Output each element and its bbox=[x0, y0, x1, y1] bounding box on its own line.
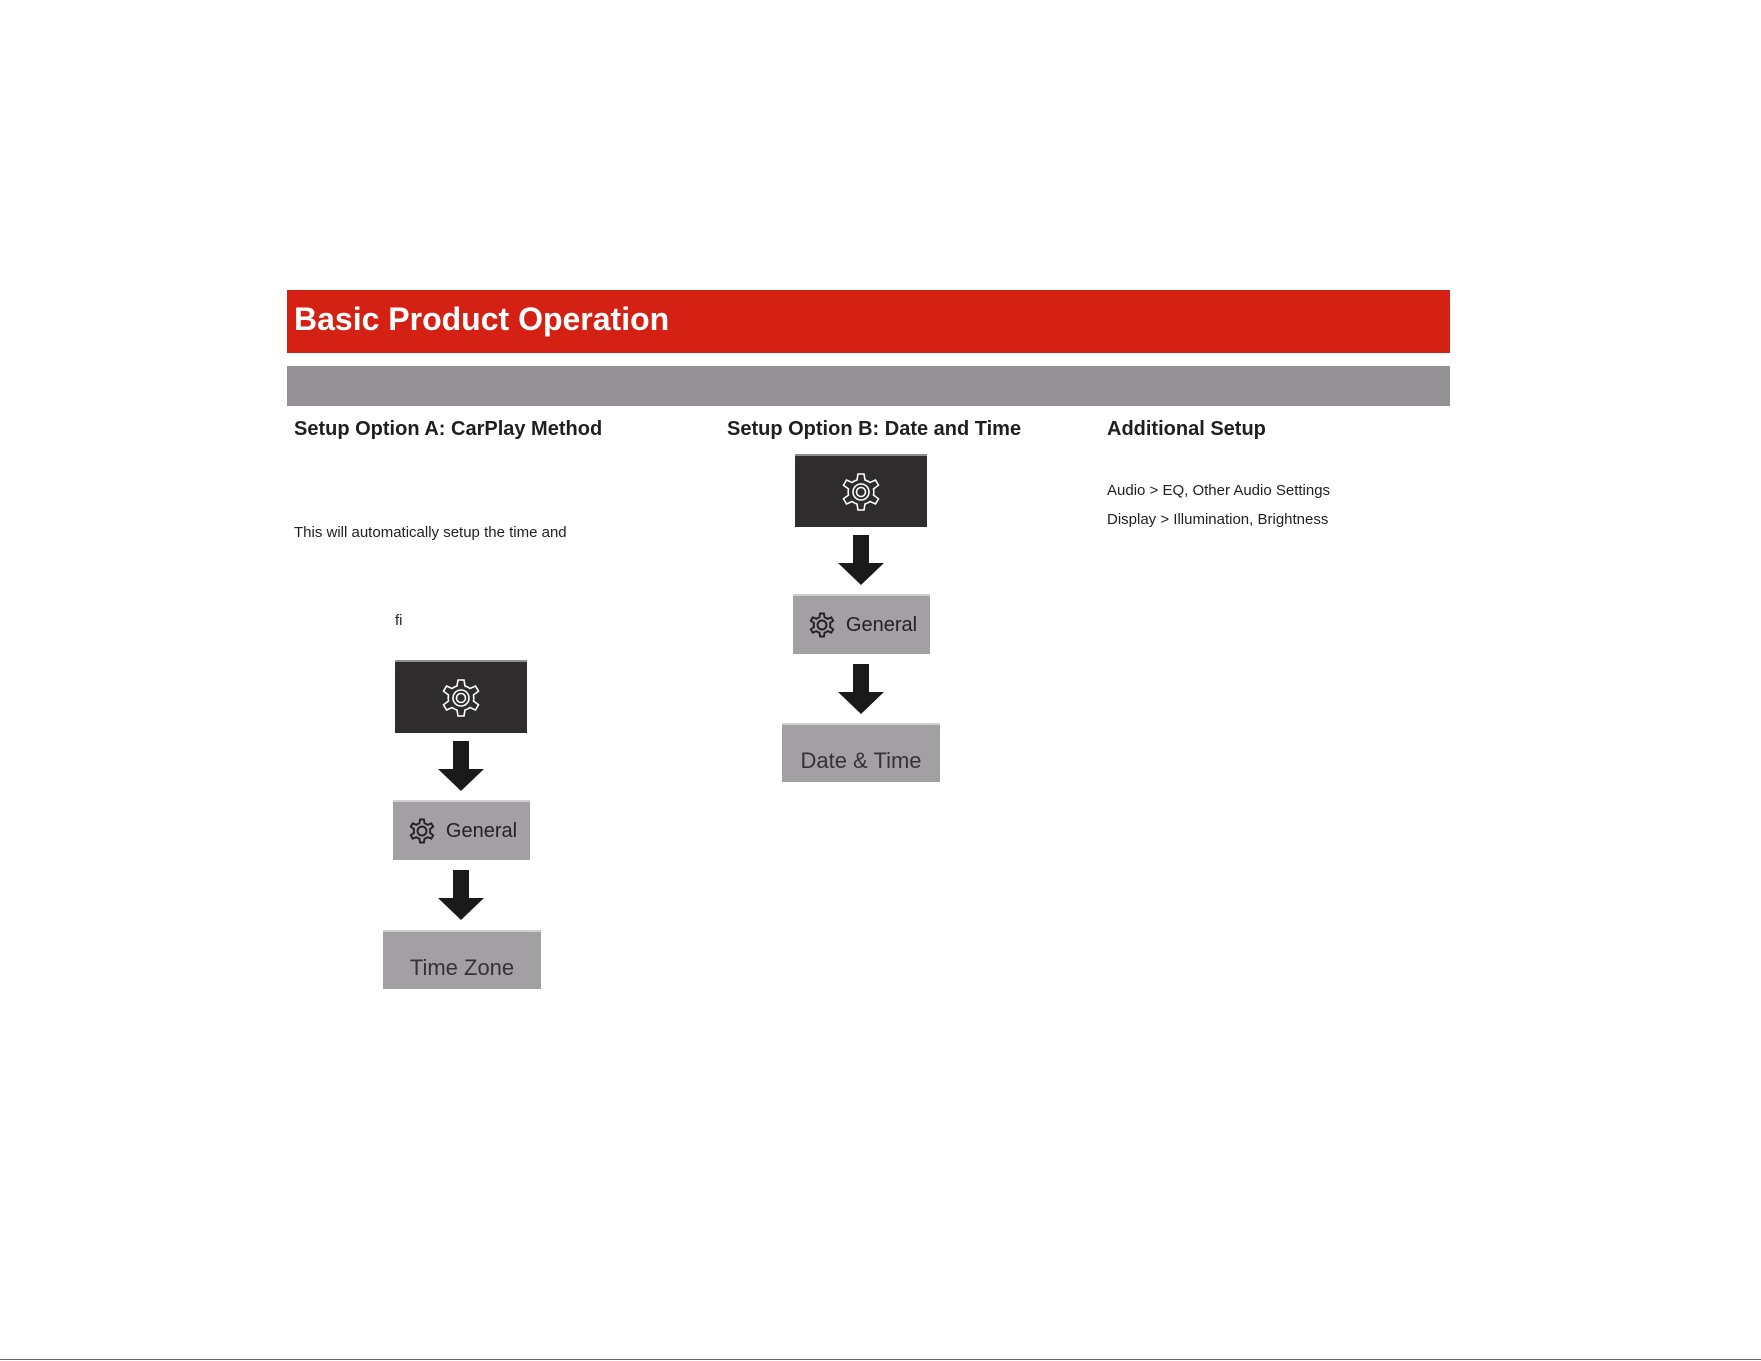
gear-icon bbox=[806, 609, 838, 641]
page-bottom-rule bbox=[0, 1359, 1761, 1360]
title-banner bbox=[287, 290, 1450, 353]
gear-icon bbox=[836, 467, 886, 517]
time-zone-menu-item[interactable] bbox=[383, 930, 541, 989]
settings-tile-a bbox=[395, 660, 527, 733]
general-label: General bbox=[445, 819, 518, 842]
gear-icon bbox=[406, 815, 438, 847]
heading-additional-setup: Additional Setup bbox=[1107, 418, 1266, 440]
additional-setup-line: Audio > EQ, Other Audio Settings bbox=[1107, 482, 1331, 499]
arrow-down-icon bbox=[838, 664, 884, 714]
additional-setup-line: Display > Illumination, Brightness bbox=[1107, 511, 1329, 528]
gear-icon bbox=[436, 673, 486, 723]
sub-banner bbox=[287, 366, 1450, 406]
general-menu-item-a[interactable] bbox=[393, 800, 530, 860]
date-time-label: Date & Time bbox=[800, 748, 922, 773]
time-zone-label: Time Zone bbox=[409, 955, 515, 980]
general-label: General bbox=[845, 613, 918, 636]
option-a-paragraph: This will automatically setup the time and bbox=[294, 524, 567, 541]
settings-tile-b bbox=[795, 454, 927, 527]
option-a-fragment: fi bbox=[395, 612, 403, 629]
date-time-menu-item[interactable] bbox=[782, 723, 940, 782]
general-menu-item-b[interactable] bbox=[793, 594, 930, 654]
arrow-down-icon bbox=[838, 535, 884, 585]
arrow-down-icon bbox=[438, 741, 484, 791]
heading-option-b: Setup Option B: Date and Time bbox=[727, 418, 1022, 440]
arrow-down-icon bbox=[438, 870, 484, 920]
heading-option-a: Setup Option A: CarPlay Method bbox=[294, 418, 603, 440]
page-title: Basic Product Operation bbox=[294, 301, 670, 337]
